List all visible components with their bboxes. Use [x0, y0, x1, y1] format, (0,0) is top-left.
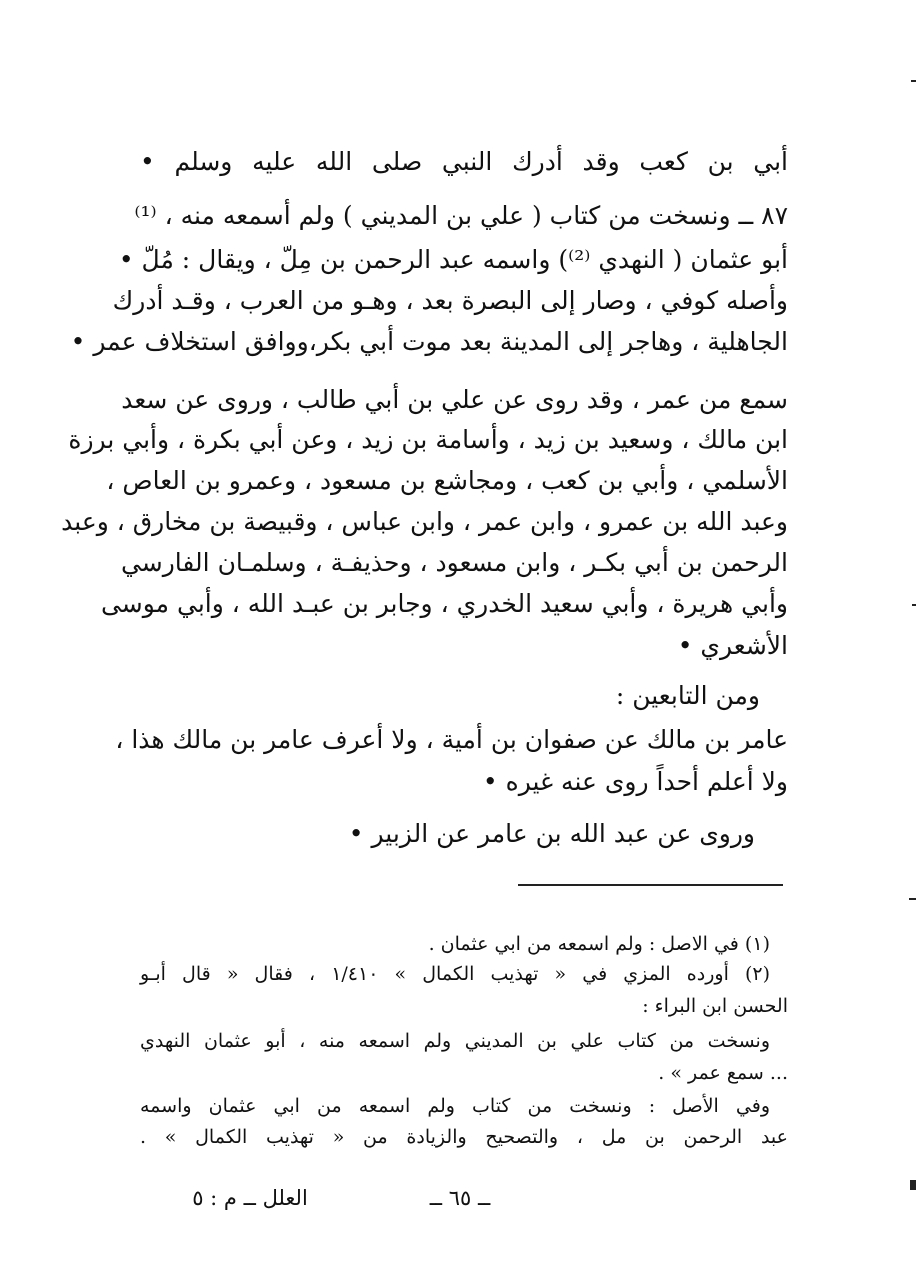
page-number: ــ ٦٥ ــ	[429, 1186, 491, 1210]
scan-edge-mark	[910, 1180, 916, 1190]
scan-edge-mark	[911, 80, 916, 82]
entry-87-line-4: الجاهلية ، وهاجر إلى المدينة بعد موت أبي بكر،ووافق استخلاف عمر •	[70, 327, 788, 356]
tabiin-line-2: ولا أعلم أحداً روى عنه غيره •	[482, 767, 788, 796]
narrators-line-6: وأبي هريرة ، وأبي سعيد الخدري ، وجابر بن عبـد الله ، وأبي موسى	[100, 589, 788, 618]
entry-87-line-3: وأصله كوفي ، وصار إلى البصرة بعد ، وهـو من العرب ، وقـد أدرك	[112, 286, 788, 315]
narrators-line-3: الأسلمي ، وأبي بن كعب ، ومجاشع بن مسعود ، وعمرو بن العاص ،	[106, 466, 788, 495]
signature-mark: العلل ــ م : ٥	[192, 1186, 308, 1210]
tabiin-line-3: وروى عن عبد الله بن عامر عن الزبير •	[348, 819, 755, 848]
narrators-line-2: ابن مالك ، وسعيد بن زيد ، وأسامة بن زيد ، وعن أبي بكرة ، وأبي برزة	[68, 425, 788, 454]
narrators-line-5: الرحمن بن أبي بكـر ، وابن مسعود ، وحذيفـة ، وسلمـان الفارسي	[120, 548, 788, 577]
footnote-2-line-4: ... سمع عمر » .	[658, 1062, 788, 1084]
footnote-2-line-6: عبد الرحمن بن مل ، والتصحيح والزيادة من « تهذيب الكمال » .	[140, 1126, 788, 1148]
text-line-1: أبي بن كعب وقد أدرك النبي صلى الله عليه وسلم •	[140, 147, 788, 176]
narrators-line-1: سمع من عمر ، وقد روى عن علي بن أبي طالب ، وروى عن سعد	[121, 385, 788, 414]
footnote-2-line-2: الحسن ابن البراء :	[642, 995, 788, 1017]
footnote-separator	[518, 884, 783, 886]
footnote-2-line-5: وفي الأصل : ونسخت من كتاب ولم اسمعه من ابي عثمان واسمه	[140, 1095, 770, 1117]
scan-edge-mark	[909, 898, 916, 900]
narrators-line-4: وعبد الله بن عمرو ، وابن عمر ، وابن عباس ، وقبيصة بن مخارق ، وعبد	[61, 507, 788, 536]
scan-edge-mark	[912, 604, 916, 606]
tabiin-line-1: عامر بن مالك عن صفوان بن أمية ، ولا أعرف عامر بن مالك هذا ،	[115, 725, 788, 754]
footnote-2-line-1: (٢) أورده المزي في « تهذيب الكمال » ١/٤١٠ ، فقال « قال أبـو	[140, 963, 771, 985]
entry-87-line-2: أبو عثمان ( النهدي ⁽²⁾) واسمه عبد الرحمن بن مِلّ ، ويقال : مُلّ •	[118, 245, 788, 274]
tabiin-heading: ومن التابعين :	[615, 681, 760, 710]
entry-87-line-1: ٨٧ ــ ونسخت من كتاب ( علي بن المديني ) ولم أسمعه منه ، ⁽¹⁾	[134, 201, 788, 230]
narrators-line-7: الأشعري •	[677, 631, 788, 660]
footnote-1: (١) في الاصل : ولم اسمعه من ابي عثمان .	[428, 933, 770, 955]
footnote-2-line-3: ونسخت من كتاب علي بن المديني ولم اسمعه منه ، أبو عثمان النهدي	[140, 1030, 770, 1052]
